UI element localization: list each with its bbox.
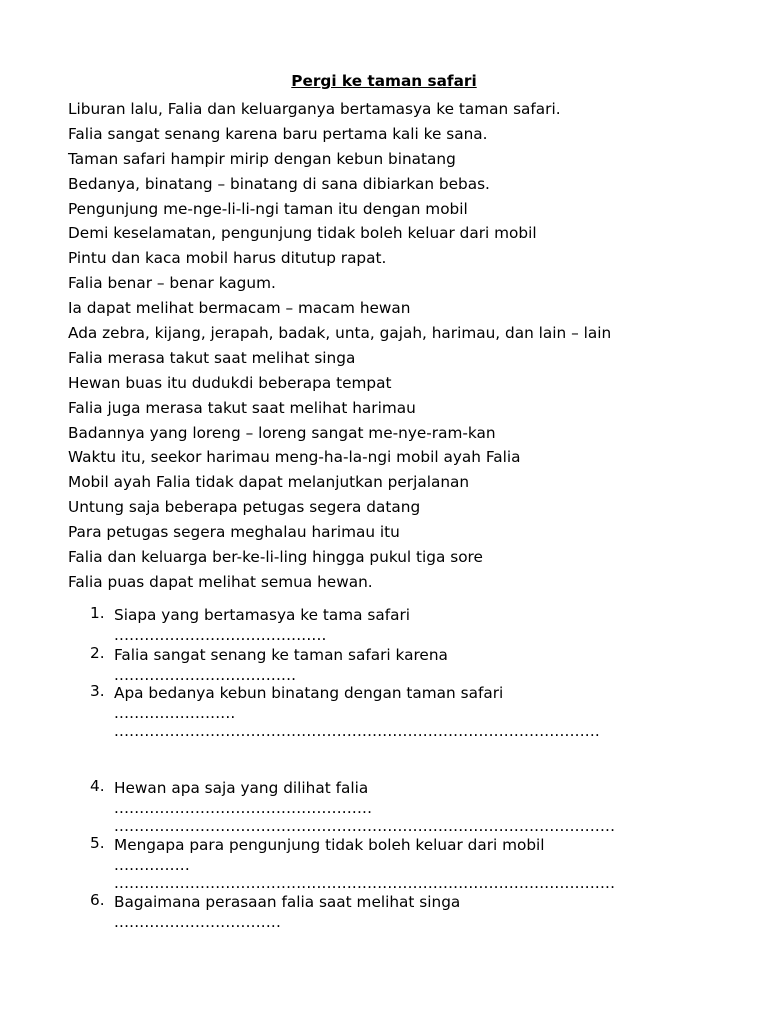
question-item — [90, 834, 760, 891]
story-line: Falia puas dapat melihat semua hewan. — [68, 572, 373, 591]
answer-line: .................................... — [114, 666, 297, 684]
story-line: Falia juga merasa takut saat melihat harimau — [68, 398, 416, 417]
story-line: Falia dan keluarga ber-ke-li-ling hingga pukul tiga sore — [68, 548, 483, 567]
answer-line: ................................. — [114, 913, 282, 931]
question-text: Siapa yang bertamasya ke tama safari — [114, 606, 411, 624]
question-number: 3. — [90, 682, 105, 700]
story-line: Para petugas segera meghalau harimau itu — [68, 523, 400, 542]
question-text: Mengapa para pengunjung tidak boleh keluar dari mobil — [114, 836, 545, 854]
story-line: Liburan lalu, Falia dan keluarganya bertamasya ke taman safari. — [68, 100, 561, 118]
question-list — [90, 604, 760, 931]
story-line: Hewan buas itu dudukdi beberapa tempat — [68, 373, 392, 392]
story-line: Mobil ayah Falia tidak dapat melanjutkan perjalanan — [68, 473, 470, 492]
story-line: Ia dapat melihat bermacam – macam hewan — [68, 299, 411, 318]
story-line: Taman safari hampir mirip dengan kebun binatang — [68, 149, 456, 168]
story-line: Pengunjung me-nge-li-li-ngi taman itu dengan mobil — [68, 199, 468, 218]
answer-line: ................................................... — [114, 799, 373, 817]
answer-line: ................................................................................................... — [114, 874, 616, 892]
story-text — [68, 97, 758, 595]
document-title: Pergi ke taman safari — [291, 72, 477, 90]
answer-line: ................................................................................................ — [114, 722, 600, 740]
question-number: 5. — [90, 834, 105, 852]
story-line: Bedanya, binatang – binatang di sana dibiarkan bebas. — [68, 174, 490, 193]
story-line: Falia benar – benar kagum. — [68, 274, 276, 293]
story-line: Waktu itu, seekor harimau meng-ha-la-ngi mobil ayah Falia — [68, 448, 521, 467]
question-item — [90, 777, 760, 834]
question-item — [90, 682, 760, 777]
story-line: Untung saja beberapa petugas segera datang — [68, 498, 421, 517]
answer-line: ............... — [114, 856, 190, 874]
question-item — [90, 644, 760, 682]
question-number: 2. — [90, 644, 105, 662]
question-number: 1. — [90, 604, 105, 622]
question-item — [90, 604, 760, 644]
story-line: Badannya yang loreng – loreng sangat me-nye-ram-kan — [68, 423, 496, 442]
question-text: Falia sangat senang ke taman safari karena — [114, 646, 448, 664]
question-text: Hewan apa saja yang dilihat falia — [114, 779, 369, 797]
story-line: Pintu dan kaca mobil harus ditutup rapat. — [68, 249, 387, 268]
answer-line: .......................................... — [114, 626, 327, 644]
story-line: Falia sangat senang karena baru pertama kali ke sana. — [68, 124, 488, 143]
story-line: Falia merasa takut saat melihat singa — [68, 348, 356, 367]
story-line: Demi keselamatan, pengunjung tidak boleh keluar dari mobil — [68, 224, 537, 243]
answer-line: ................................................................................................... — [114, 817, 616, 835]
question-number: 6. — [90, 891, 105, 909]
question-number: 4. — [90, 777, 105, 795]
story-line: Ada zebra, kijang, jerapah, badak, unta, gajah, harimau, dan lain – lain — [68, 324, 612, 343]
question-text: Apa bedanya kebun binatang dengan taman safari — [114, 684, 504, 702]
question-text: Bagaimana perasaan falia saat melihat singa — [114, 893, 461, 911]
answer-line: ........................ — [114, 704, 236, 722]
question-item — [90, 891, 760, 931]
